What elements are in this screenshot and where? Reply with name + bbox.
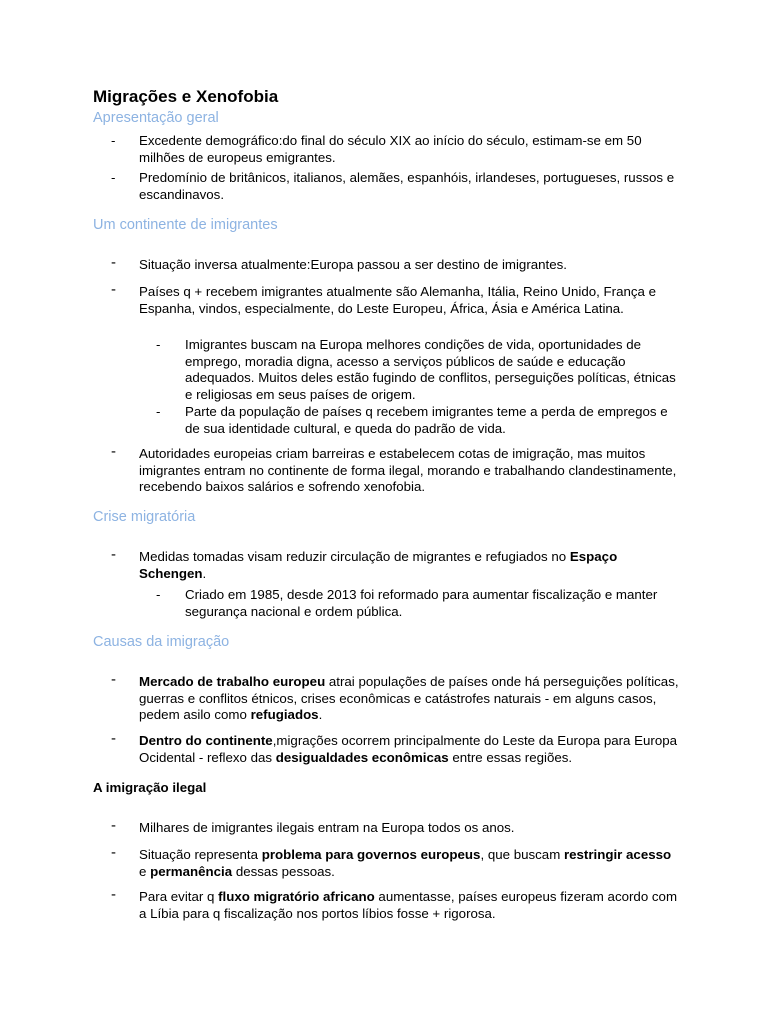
list-item: - Autoridades europeias criam barreiras e estabelecem cotas de imigração, mas muitos imigrantes entram no continente de forma ilegal, morando e trabalhando clandestinamente, recebendo baixos salários e sofrendo xenofobia. (111, 443, 677, 494)
list-item: - Medidas tomadas visam reduzir circulação de migrantes e refugiados no Espaço Schengen. (111, 546, 618, 581)
document-title: Migrações e Xenofobia (93, 87, 279, 106)
bullet-dash: - (111, 886, 116, 903)
bullet-dash: - (111, 730, 116, 747)
list-item: - Mercado de trabalho europeu atrai populações de países onde há perseguições políticas, guerras e conflitos étnicos, crises econômicas e catástrofes naturais - em alguns casos, pedem asilo como refugiados. (111, 671, 679, 722)
heading-ilegal: A imigração ilegal (93, 780, 207, 795)
sub-list-item: - Imigrantes buscam na Europa melhores condições de vida, oportunidades de emprego, moradia digna, acesso a serviços públicos de saúde e educação adequados. Muitos deles estão fugindo de conflitos, perseguições políticas, étnicas e religiosas em seus países de origem. (156, 337, 676, 402)
list-item: - Situação inversa atualmente:Europa passou a ser destino de imigrantes. (111, 254, 567, 272)
list-item: - Dentro do continente,migrações ocorrem principalmente do Leste da Europa para Europa Ocidental - reflexo das desigualdades econômicas entre essas regiões. (111, 730, 678, 765)
list-item: - Milhares de imigrantes ilegais entram na Europa todos os anos. (111, 817, 515, 835)
heading-causas: Causas da imigração (93, 634, 230, 650)
bullet-dash: - (111, 671, 116, 688)
bullet-dash: - (111, 281, 116, 298)
bullet-dash: - (156, 404, 161, 419)
bullet-dash: - (156, 337, 161, 352)
bullet-dash: - (111, 443, 116, 460)
bullet-dash: - (111, 254, 116, 271)
list-item: - Países q + recebem imigrantes atualmente são Alemanha, Itália, Reino Unido, França e Espanha, vindos, especialmente, do Leste Europeu, África, Ásia e América Latina. (111, 281, 657, 316)
heading-apresentacao: Apresentação geral (93, 110, 219, 126)
list-item: - Situação representa problema para governos europeus, que buscam restringir acesso e permanência dessas pessoas. (111, 844, 672, 879)
bullet-dash: - (111, 546, 116, 563)
list-item: - Excedente demográfico:do final do século XIX ao início do século, estimam-se em 50 milhões de europeus emigrantes. (111, 133, 642, 165)
heading-continente: Um continente de imigrantes (93, 217, 278, 233)
bullet-dash: - (111, 133, 116, 148)
bullet-dash: - (111, 844, 116, 861)
heading-crise: Crise migratória (93, 509, 196, 525)
list-item: - Para evitar q fluxo migratório africano aumentasse, países europeus fizeram acordo com a Líbia para q fiscalização nos portos líbios fosse + rigorosa. (111, 886, 678, 921)
list-item: - Predomínio de britânicos, italianos, alemães, espanhóis, irlandeses, portugueses, russos e escandinavos. (111, 170, 675, 202)
bullet-dash: - (156, 587, 161, 602)
sub-list-item: - Criado em 1985, desde 2013 foi reformado para aumentar fiscalização e manter segurança nacional e ordem pública. (156, 587, 658, 619)
bullet-dash: - (111, 817, 116, 834)
bullet-dash: - (111, 170, 116, 185)
sub-list-item: - Parte da população de países q recebem imigrantes teme a perda de empregos e de sua identidade cultural, e queda do padrão de vida. (156, 404, 668, 436)
